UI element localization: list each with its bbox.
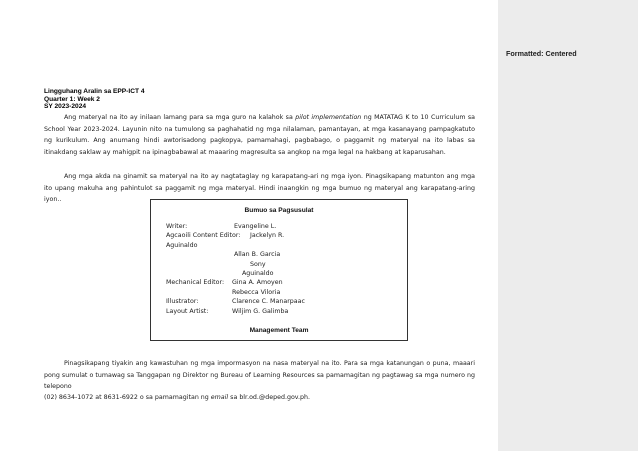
mechanical-editor-label: Mechanical Editor:: [166, 279, 225, 287]
para2-text: Ang mga akda na ginamit sa materyal na ito ay nagtataglay ng karapatang-ari ng mga iyon. Pinagsikapang matunton ang mga ito upang makuha ang pahintulot sa paggamit ng mga materyal. Hindi inaangkin ng mga bumuo ng materyal ang karapatang-aring iyon..: [44, 173, 475, 204]
credit-line-aguinaldo: Aguinaldo: [166, 241, 198, 249]
usage-notice-paragraph: [44, 112, 475, 158]
illustrator-value: Clarence C. Manarpaac: [232, 298, 305, 306]
contact-paragraph: [44, 358, 475, 393]
credit-line-aguinaldo-2: Aguinaldo: [242, 269, 274, 277]
layout-artist-label: Layout Artist:: [166, 307, 209, 315]
credit-line-sony: Sony: [250, 260, 266, 268]
para3-text: Pinagsikapang tiyakin ang kawastuhan ng mga impormasyon na nasa materyal na ito. Para sa mga katanungan o puna, maaari pong sumulat o tumawag sa Tanggapan ng Direktor ng Bureau of Learning Resources sa pamamagitan ng pagtawag sa mga numero ng telepono: [44, 360, 475, 391]
illustrator-label: Illustrator:: [166, 298, 199, 306]
credit-line-rebecca: Rebecca Viloria: [232, 288, 281, 296]
header-quarter: Quarter 1: Week 2: [44, 95, 100, 103]
credits-box-title: Bumuo sa Pagsusulat: [244, 207, 314, 214]
header-title: Lingguhang Aralin sa EPP-ICT 4: [44, 88, 145, 95]
credits-box: [150, 199, 408, 341]
comment-pane: [498, 0, 638, 451]
contact-numbers: (02) 8634-1072 at 8631-6922 o sa pamamagitan ng: [44, 394, 211, 401]
writer-label: Writer:: [166, 223, 188, 230]
content-editor-label: Agcaoili Content Editor:: [166, 232, 241, 240]
management-team-heading: Management Team: [249, 327, 309, 334]
document-header: [44, 88, 145, 111]
header-school-year: SY 2023-2024: [44, 103, 87, 111]
para1-text-end: ng MATATAG K to 10 Curriculum sa School Year 2023-2024. Layunin nito na tumulong sa paghahatid ng mga nilalaman, pamantayan, at mga kasanayang pampagkatuto ng kurikulum. Ang anumang hindi awtorisadong pagkopya, pamamahagi, pagbabago, o paggamit ng materyal na ito labas sa itinakdang saklaw ay mahigpit na ipinagbabawal at maaaring magresulta sa angkop na mga legal na hakbang at kaparusahan.: [44, 114, 475, 156]
layout-artist-value: Wiljim G. Galimba: [232, 307, 289, 315]
formatting-comment[interactable]: Formatted: Centered: [506, 49, 577, 58]
para1-text-start: Ang materyal na ito ay inilaan lamang para sa mga guro na kalahok sa: [64, 114, 296, 121]
writer-value: Evangeline L.: [234, 223, 277, 230]
contact-line: [44, 392, 310, 404]
email-word: email: [210, 394, 229, 401]
content-editor-value: Jackelyn R.: [250, 232, 285, 240]
mechanical-editor-value: Gina A. Amoyen: [232, 279, 283, 287]
contact-email: sa blr.od.@deped.gov.ph.: [228, 394, 311, 401]
credit-line-allan: Allan B. Garcia: [234, 251, 281, 259]
para1-emphasis: pilot implementation: [295, 114, 362, 121]
